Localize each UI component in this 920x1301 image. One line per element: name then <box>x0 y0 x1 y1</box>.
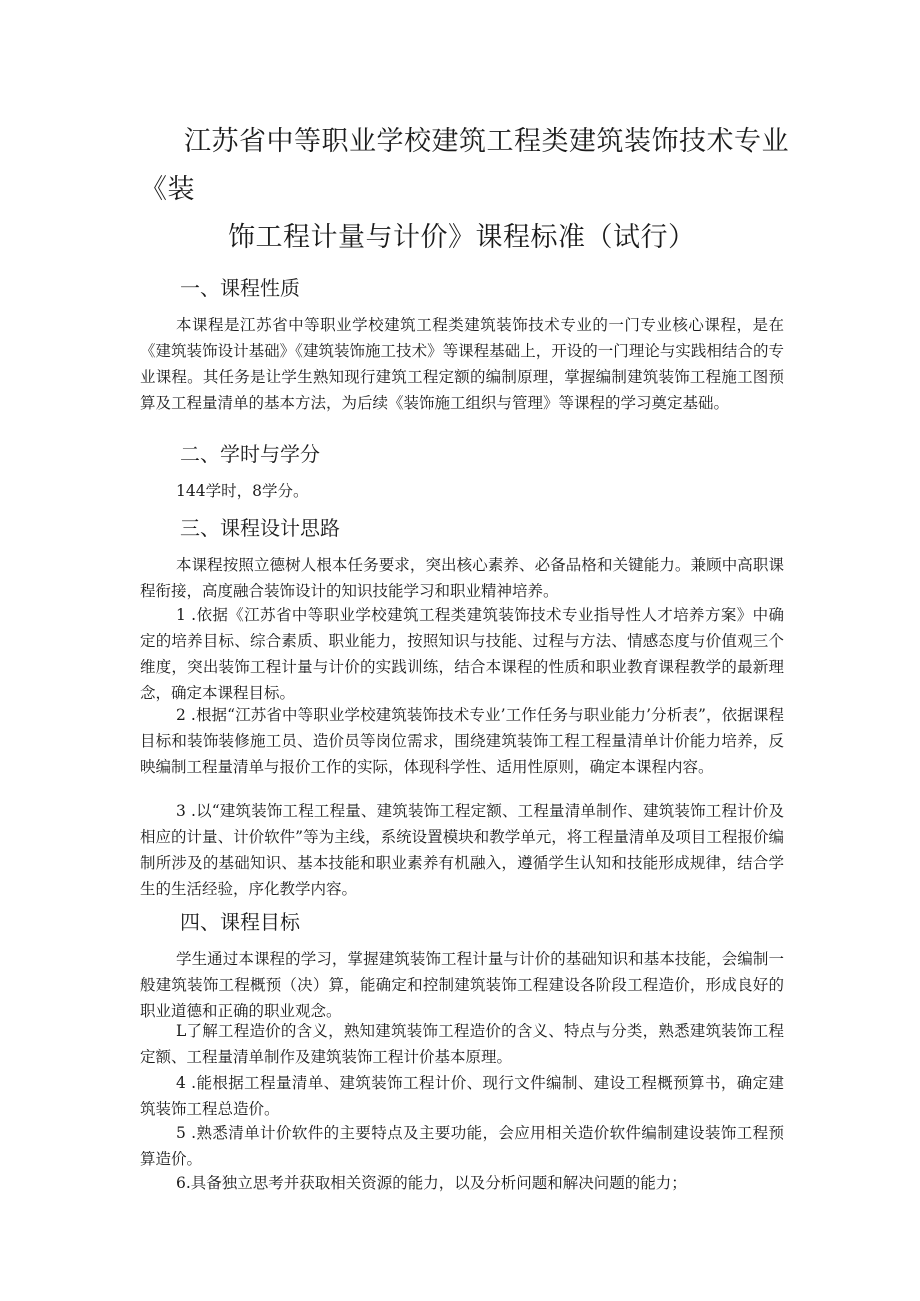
paragraph-objectives-5: 5 .熟悉清单计价软件的主要特点及主要功能，会应用相关造价软件编制建设装饰工程预算造价。 <box>140 1124 784 1168</box>
paragraph-hours: 144学时，8学分。 <box>176 482 309 500</box>
title-line-1: 江苏省中等职业学校建筑工程类建筑装饰技术专业《装 <box>140 126 789 205</box>
paragraph-design-intro: 本课程按照立德树人根本任务要求，突出核心素养、必备品格和关键能力。兼顾中高职课程衔接，高度融合装饰设计的知识技能学习和职业精神培养。 <box>140 556 784 600</box>
paragraph-design-1: 1 .依据《江苏省中等职业学校建筑工程类建筑装饰技术专业指导性人才培养方案》中确定的培养目标、综合素质、职业能力，按照知识与技能、过程与方法、情感态度与价值观三个维度，突出装饰工程计量与计价的实践训练，结合本课程的性质和职业教育课程教学的最新理念，确定本课程目标。 <box>140 606 784 702</box>
paragraph-objectives-1: L了解工程造价的含义，熟知建筑装饰工程造价的含义、特点与分类，熟悉建筑装饰工程定额、工程量清单制作及建筑装饰工程计价基本原理。 <box>140 1022 784 1066</box>
paragraph-nature: 本课程是江苏省中等职业学校建筑工程类建筑装饰技术专业的一门专业核心课程，是在《建筑装饰设计基础》《建筑装饰施工技术》等课程基础上，开设的一门理论与实践相结合的专业课程。其任务是让学生熟知现行建筑工程定额的编制原理，掌握编制建筑装饰工程施工图预算及工程量清单的基本方法，为后续《装饰施工组织与管理》等课程的学习奠定基础。 <box>140 316 784 412</box>
document-title <box>140 118 820 262</box>
section-heading-hours: 二、学时与学分 <box>180 442 320 466</box>
paragraph-objectives-6: 6.具备独立思考并获取相关资源的能力，以及分析问题和解决问题的能力； <box>176 1174 687 1192</box>
paragraph-design-2: 2 .根据“江苏省中等职业学校建筑装饰技术专业’工作任务与职业能力’分析表”，依据课程目标和装饰装修施工员、造价员等岗位需求，围绕建筑装饰工程工程量清单计价能力培养，反映编制工程量清单与报价工作的实际，体现科学性、适用性原则，确定本课程内容。 <box>140 706 784 776</box>
title-line-2: 饰工程计量与计价》课程标准（试行） <box>228 222 696 253</box>
paragraph-design-3: 3 .以“建筑装饰工程工程量、建筑装饰工程定额、工程量清单制作、建筑装饰工程计价及相应的计量、计价软件”等为主线，系统设置模块和教学单元，将工程量清单及项目工程报价编制所涉及的基础知识、基本技能和职业素养有机融入，遵循学生认知和技能形成规律，结合学生的生活经验，序化教学内容。 <box>140 802 784 898</box>
paragraph-objectives-4: 4 .能根据工程量清单、建筑装饰工程计价、现行文件编制、建设工程概预算书，确定建筑装饰工程总造价。 <box>140 1074 784 1118</box>
paragraph-objectives-intro: 学生通过本课程的学习，掌握建筑装饰工程计量与计价的基础知识和基本技能，会编制一般建筑装饰工程概预（决）算，能确定和控制建筑装饰工程建设各阶段工程造价，形成良好的职业道德和正确的职业观念。 <box>140 950 784 1020</box>
section-heading-objectives: 四、课程目标 <box>180 910 300 934</box>
section-heading-nature: 一、课程性质 <box>180 276 300 300</box>
section-heading-design: 三、课程设计思路 <box>180 516 340 540</box>
